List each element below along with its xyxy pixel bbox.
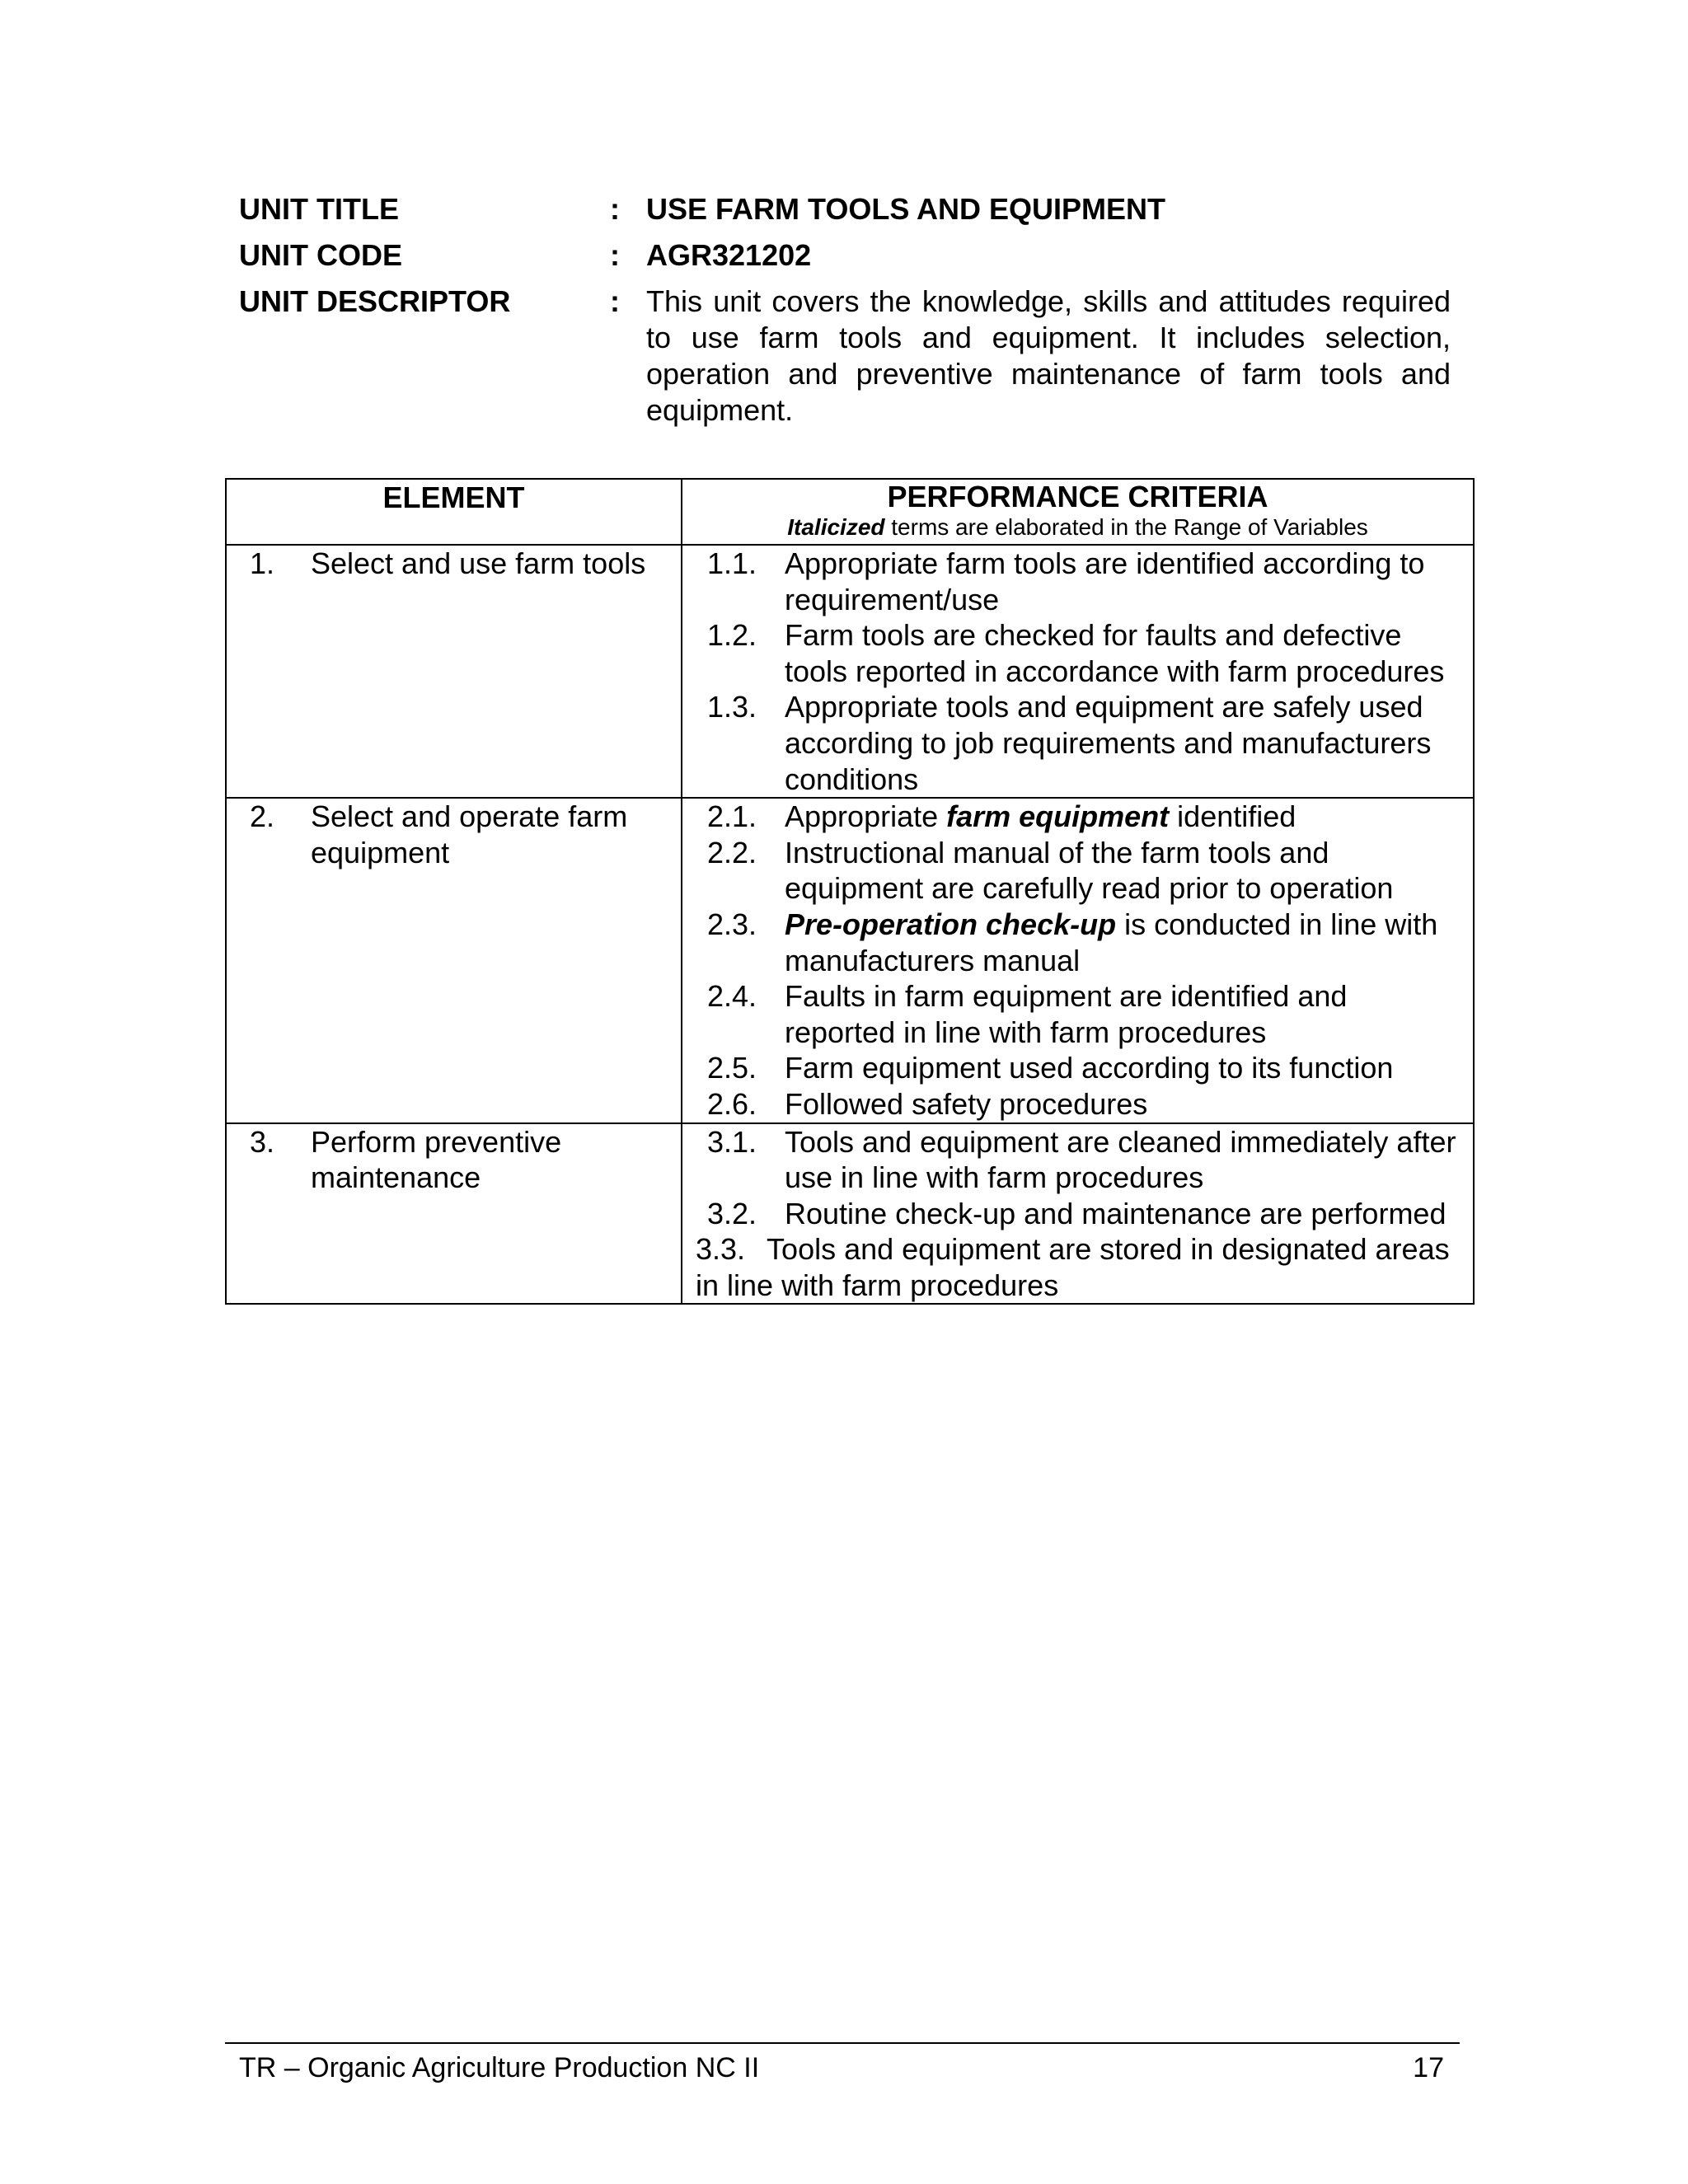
criterion-keyword: Pre-operation check-up	[785, 907, 1117, 941]
element-number: 2.	[250, 799, 275, 834]
criterion-number: 1.1.	[707, 546, 757, 580]
unit-title-colon: :	[610, 192, 620, 226]
criteria-note-rest: terms are elaborated in the Range of Variables	[884, 514, 1368, 540]
criterion-keyword: farm equipment	[946, 799, 1170, 834]
footer-divider	[225, 2042, 1460, 2044]
criterion-item	[682, 1231, 1473, 1303]
element-number: 3.	[250, 1124, 275, 1159]
page-number: 17	[1413, 2052, 1444, 2083]
criterion-text-post: is conducted in line with manufacturers manual	[785, 907, 1438, 977]
criterion-number: 2.4.	[707, 979, 757, 1014]
criterion-item	[682, 835, 1473, 907]
criteria-cell	[682, 545, 1474, 798]
criteria-cell	[682, 1123, 1474, 1305]
criteria-header-title: PERFORMANCE CRITERIA	[887, 480, 1268, 513]
criterion-text: Followed safety procedures	[785, 1086, 1148, 1121]
unit-code-label: UNIT CODE	[239, 238, 402, 272]
element-number: 1.	[250, 546, 275, 580]
criterion-item	[682, 689, 1473, 797]
unit-code-colon: :	[610, 238, 620, 272]
criterion-number: 3.2.	[707, 1196, 757, 1230]
criterion-text: Faults in farm equipment are identified and reported in line with farm procedures	[785, 979, 1348, 1049]
unit-descriptor-label: UNIT DESCRIPTOR	[239, 284, 511, 318]
criterion-text: Appropriate tools and equipment are safely used according to job requirements and manufacturers conditions	[785, 690, 1432, 796]
criterion-text: Farm tools are checked for faults and defective tools reported in accordance with farm procedures	[785, 618, 1445, 688]
criterion-text: Appropriate farm tools are identified according to requirement/use	[785, 546, 1425, 616]
criterion-item	[682, 617, 1473, 689]
table-row	[226, 545, 1474, 798]
criterion-number: 3.1.	[707, 1124, 757, 1159]
element-cell	[226, 1123, 682, 1305]
criterion-text: Routine check-up and maintenance are performed	[785, 1196, 1447, 1230]
criterion-number: 2.2.	[707, 835, 757, 869]
table-row	[226, 798, 1474, 1122]
criteria-cell	[682, 798, 1474, 1122]
element-cell	[226, 545, 682, 798]
criterion-item	[682, 978, 1473, 1050]
criterion-item	[682, 1124, 1473, 1196]
performance-criteria-table	[225, 478, 1475, 1305]
criteria-column-header	[682, 479, 1474, 545]
criterion-item	[682, 1196, 1473, 1232]
criterion-text: Tools and equipment are cleaned immediately after use in line with farm procedures	[785, 1124, 1456, 1195]
element-text: Select and use farm tools	[311, 546, 646, 580]
criterion-item	[682, 799, 1473, 835]
element-column-header: ELEMENT	[226, 479, 682, 545]
criterion-number: 2.1.	[707, 799, 757, 834]
unit-descriptor-value: This unit covers the knowledge, skills and attitudes required to use farm tools and equipment. It includes selection, operation and preventive maintenance of farm tools and equipment.	[646, 284, 1451, 427]
criterion-text-post: identified	[1169, 799, 1296, 834]
element-cell	[226, 798, 682, 1122]
unit-code-value: AGR321202	[646, 238, 812, 272]
criterion-item	[682, 1050, 1473, 1086]
unit-descriptor-colon: :	[610, 284, 620, 318]
criterion-item	[682, 546, 1473, 617]
criterion-text-pre: Appropriate	[785, 799, 947, 834]
criterion-number: 2.3.	[707, 907, 757, 941]
criterion-number: 2.6.	[707, 1086, 757, 1121]
criterion-number: 1.2.	[707, 618, 757, 653]
unit-title-value: USE FARM TOOLS AND EQUIPMENT	[646, 192, 1166, 226]
criterion-text: Tools and equipment are stored in designated areas in line with farm procedures	[696, 1232, 1450, 1302]
element-text: Select and operate farm equipment	[311, 799, 628, 869]
unit-title-label: UNIT TITLE	[239, 192, 399, 226]
criterion-text: Farm equipment used according to its function	[785, 1051, 1394, 1085]
criterion-text: Instructional manual of the farm tools and equipment are carefully read prior to operation	[785, 835, 1394, 906]
criterion-number: 2.5.	[707, 1051, 757, 1085]
footer-title: TR – Organic Agriculture Production NC II	[239, 2052, 760, 2083]
criteria-header-note	[682, 514, 1473, 541]
table-row	[226, 1123, 1474, 1305]
criterion-number: 1.3.	[707, 690, 757, 724]
table-header-row	[226, 479, 1474, 545]
element-text: Perform preventive maintenance	[311, 1124, 562, 1195]
criterion-item	[682, 907, 1473, 978]
criteria-note-italic: Italicized	[787, 514, 885, 540]
criterion-number: 3.3.	[696, 1232, 746, 1267]
criterion-item	[682, 1086, 1473, 1122]
